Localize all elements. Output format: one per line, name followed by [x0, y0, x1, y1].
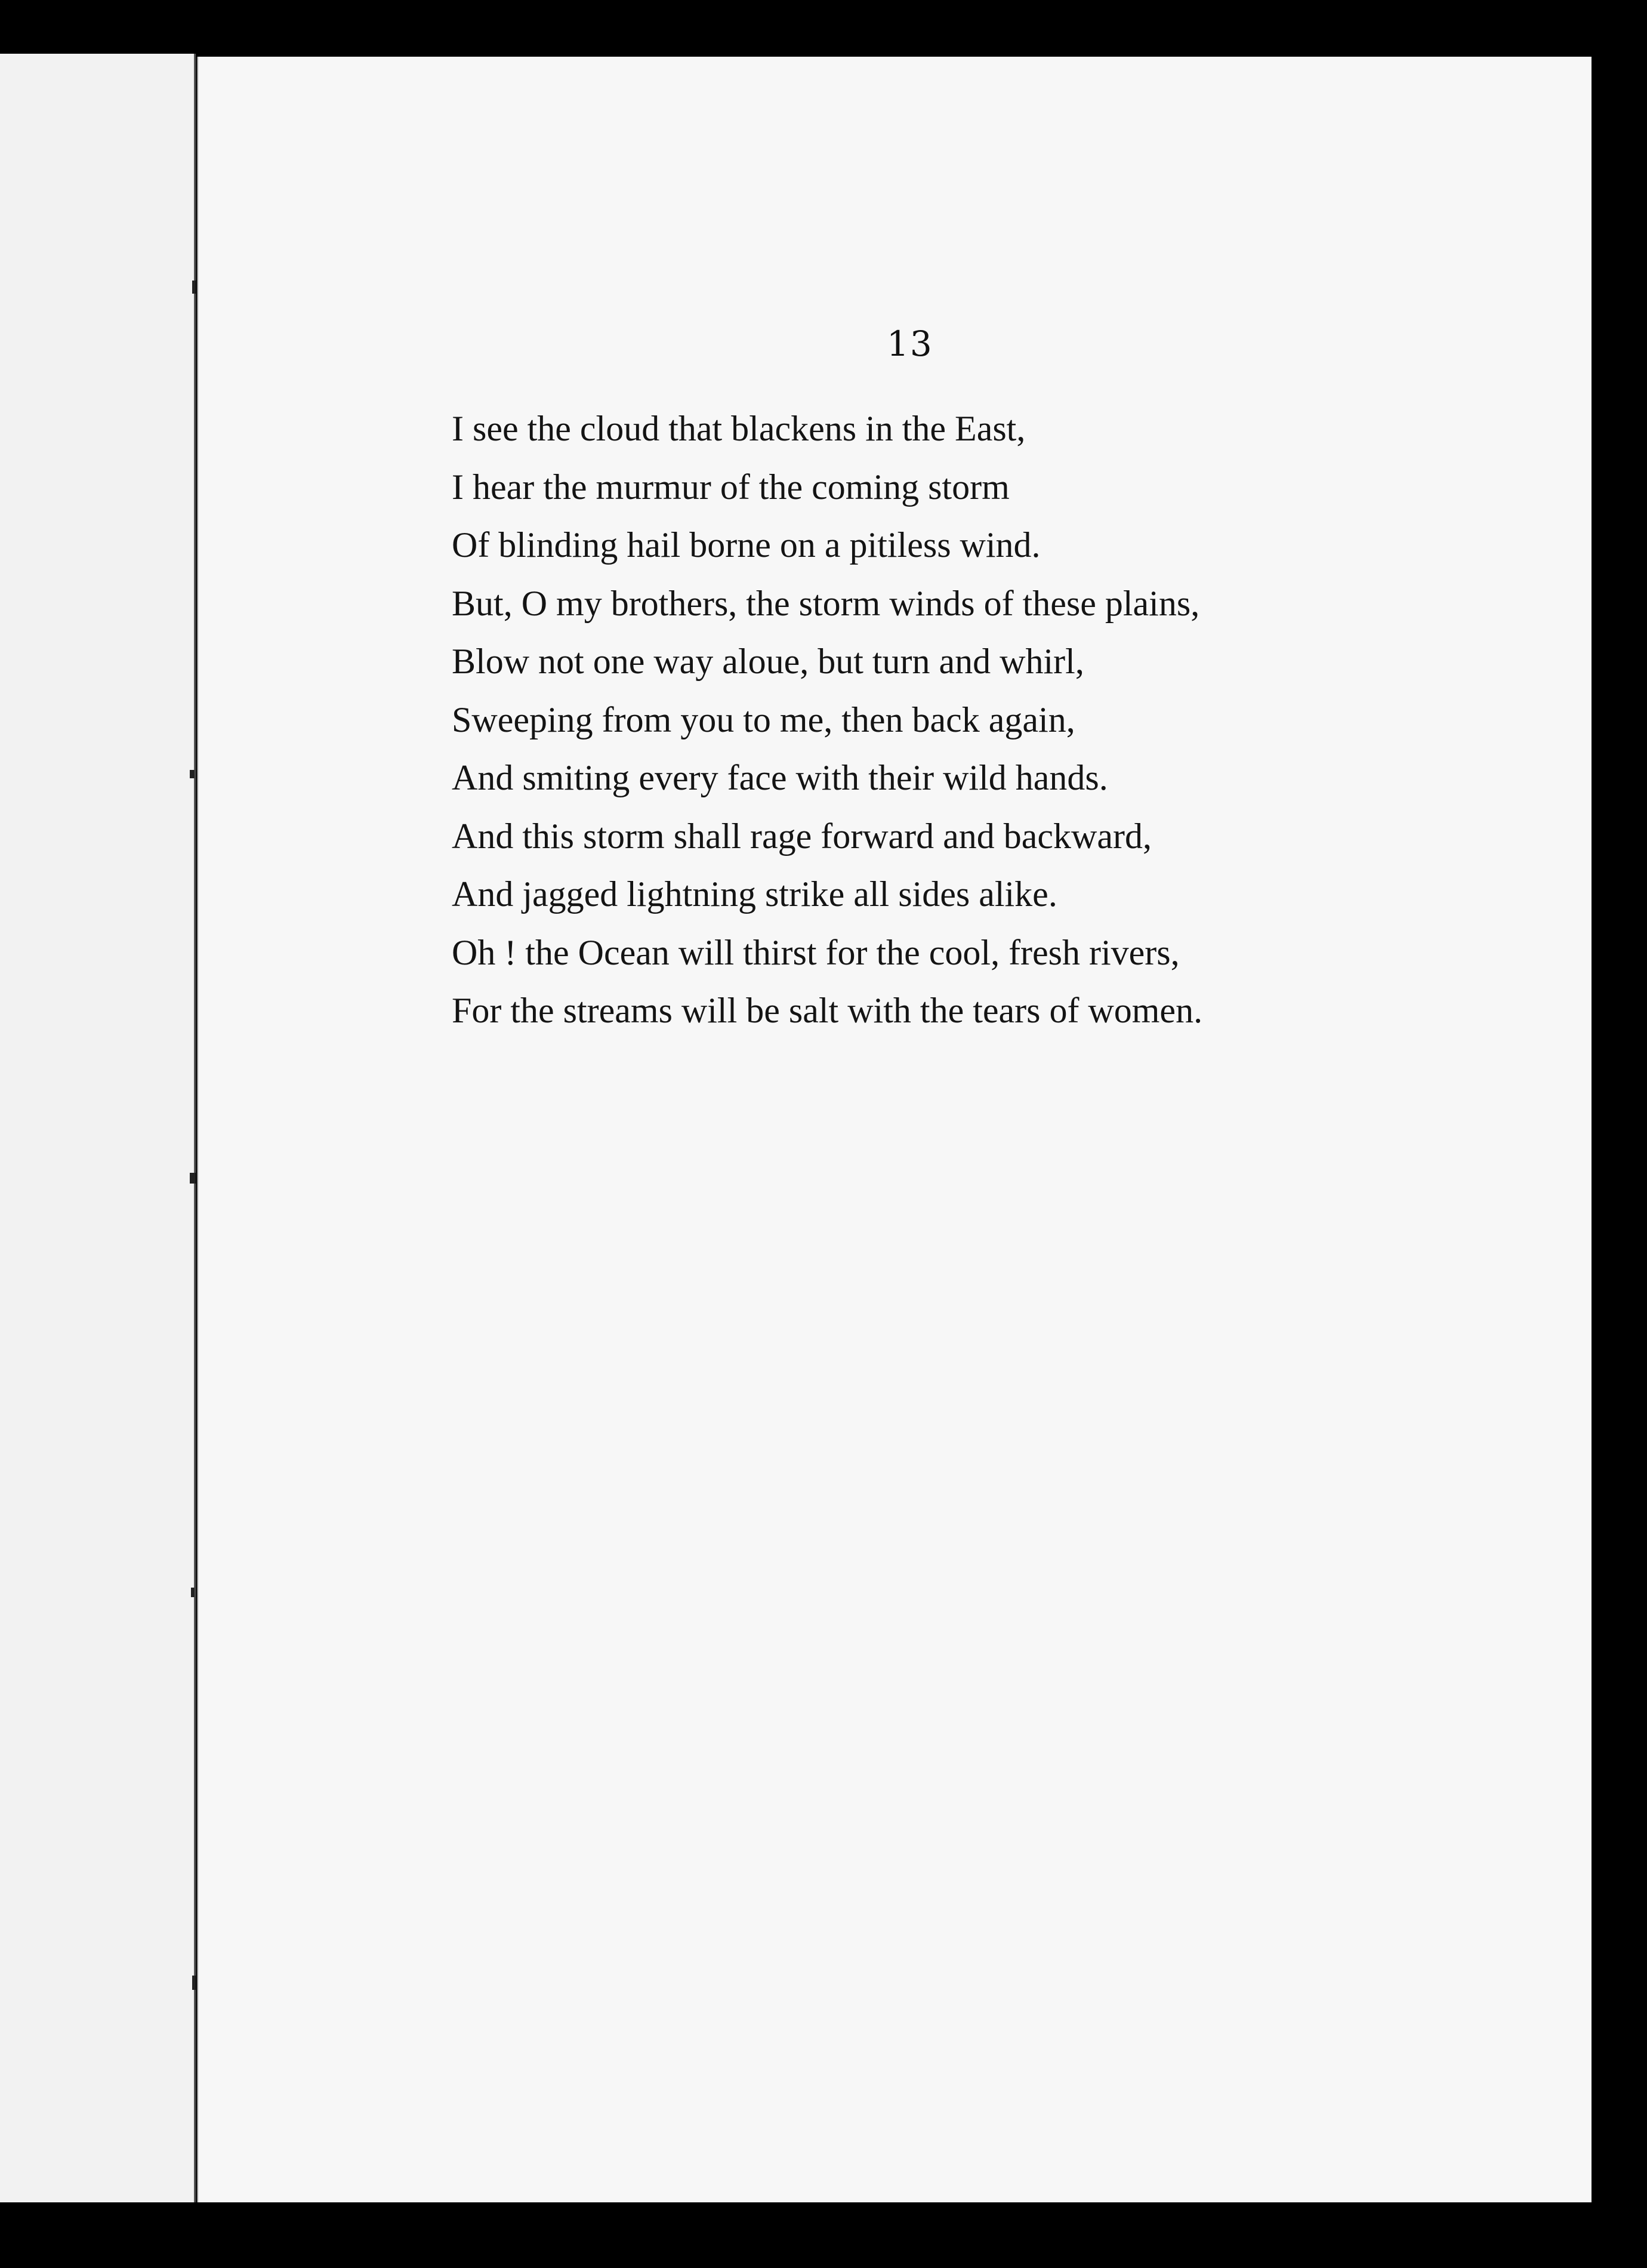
right-page [197, 57, 1592, 2202]
poem-line: Of blinding hail borne on a pitiless wind. [452, 525, 1041, 565]
poem-line: And smiting every face with their wild hands. [452, 758, 1108, 797]
poem-line: But, O my brothers, the storm winds of these plains, [452, 583, 1200, 623]
poem-line: Blow not one way aloue, but turn and whirl, [452, 642, 1084, 681]
poem-line: I hear the murmur of the coming storm [452, 467, 1010, 507]
poem-line: I see the cloud that blackens in the East, [452, 409, 1026, 448]
poem-line: And this storm shall rage forward and backward, [452, 816, 1152, 856]
poem-stanza [452, 400, 1202, 1040]
binding-mark [191, 1588, 195, 1597]
binding-mark [190, 770, 195, 778]
binding-mark [192, 281, 196, 294]
binding-mark [192, 1976, 196, 1990]
poem-line: And jagged lightning strike all sides alike. [452, 874, 1057, 914]
left-page-edge [0, 54, 196, 2202]
page-number: 13 [887, 323, 933, 364]
poem-line: Sweeping from you to me, then back again, [452, 699, 1075, 739]
binding-mark [190, 1173, 196, 1184]
poem-line: For the streams will be salt with the tears of women. [452, 991, 1203, 1030]
poem-line: Oh ! the Ocean will thirst for the cool, fresh rivers, [452, 932, 1180, 972]
